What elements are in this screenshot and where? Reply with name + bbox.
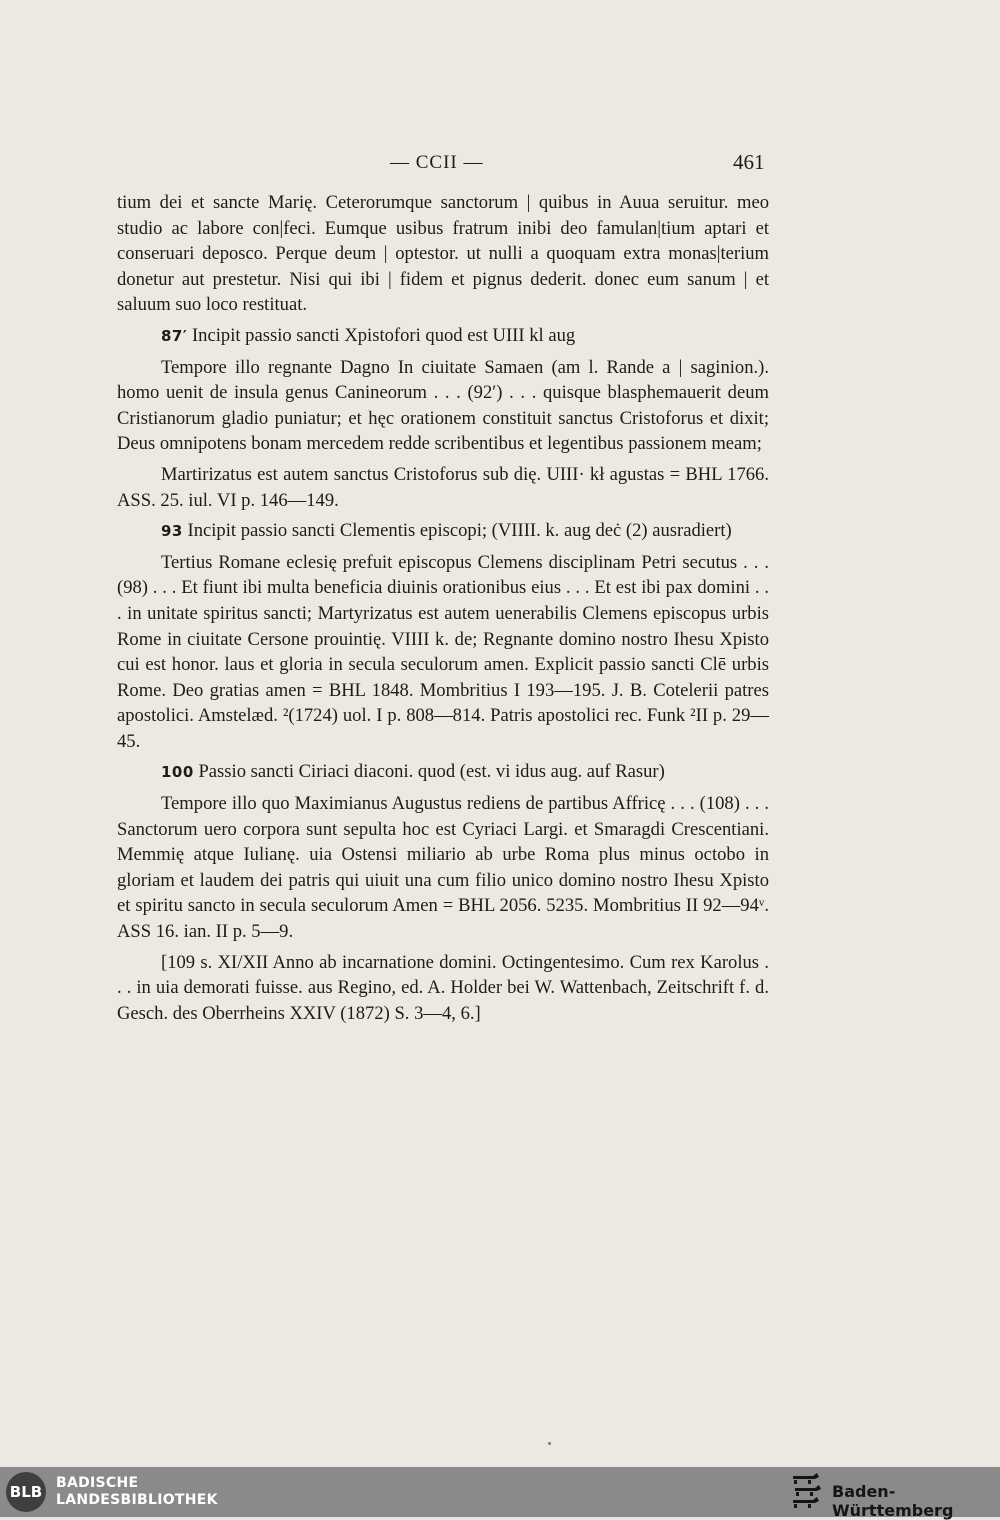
entry-number: 93 (161, 522, 183, 541)
entry-heading-87: 87′ Incipit passio sancti Xpistofori quod est UIII kl aug (161, 324, 576, 346)
library-name-line2: LANDESBIBLIOTHEK (56, 1492, 218, 1508)
paragraph: Tempore illo quo Maximianus Augustus rediens de partibus Affricę . . . (108) . . . Sanctorum uero corpora sunt sepulta hoc est Cyriaci Largi. et Smaragdi Crescentiani. Memmię atque Iulianę. uia Ostensi miliario ab urbe Roma plus minus octobo in gloriam et laudem dei patris qui uiuit una cum filio unico domino nostro Ihesu Xpisto et spiritu sancto in secula seculorum Amen = BHL 2056. 5235. Mombritius II 92—94ᵛ. ASS 16. ian. II p. 5—9. (117, 793, 769, 943)
paragraph: [109 s. XI/XII Anno ab incarnatione domini. Octingentesimo. Cum rex Karolus . . . in uia demorati fuisse. aus Regino, ed. A. Holder bei W. Wattenbach, Zeitschrift f. d. Gesch. des Oberrheins XXIV (1872) S. 3—4, 6.] (117, 951, 769, 1024)
running-head: — CCII — (390, 152, 484, 173)
entry-heading-93: 93 Incipit passio sancti Clementis episcopi; (VIIII. k. aug deċ (2) ausradiert) (161, 520, 732, 542)
library-name[interactable] (56, 1475, 218, 1509)
entry-number: 100 (161, 763, 194, 782)
paragraph: Tertius Romane eclesię prefuit episcopus Clemens disciplinam Petri secutus . . . (98) . . . Et fiunt ibi multa beneficia diuinis orationibus eius . . . Et est ibi pax domini . . . in unitate spiritus sancti; Martyrizatus est autem uenerabilis Clemens episcopus urbis Rome in ciuitate Cersone prouintię. VIIII k. de; Regnante domino nostro Ihesu Xpisto cui est honor. laus et gloria in secula seculorum amen. Explicit passio sancti Clē urbis Rome. Deo gratias amen = BHL 1848. Mombritius I 193—195. J. B. Cotelerii patres apostolici. Amstelæd. ²(1724) uol. I p. 808—814. Patris apostolici rec. Funk ²II p. 29—45. (117, 551, 769, 752)
blb-logo-icon[interactable]: BLB (6, 1472, 46, 1512)
paragraph: Martirizatus est autem sanctus Cristoforus sub dię. UIII· kł agustas = BHL 1766. ASS. 25. iul. VI p. 146—149. (117, 463, 769, 511)
body-text (117, 190, 769, 1031)
state-name[interactable]: Baden-Württemberg (832, 1482, 954, 1520)
three-lions-emblem-icon (790, 1472, 824, 1512)
page-number: 461 (733, 150, 765, 174)
entry-number: 87′ (161, 326, 188, 345)
library-name-line1: BADISCHE (56, 1475, 139, 1491)
entry-heading-100: 100 Passio sancti Ciriaci diaconi. quod (est. vi idus aug. auf Rasur) (161, 761, 665, 783)
paragraph: tium dei et sancte Marię. Ceterorumque sanctorum | quibus in Auua seruitur. meo studio ac labore con|feci. Eumque usibus fratrum inibi deo famulan|tium aptari et conseruari deposco. Perque deum | optestor. ut nulli a quoquam extra monas|terium donetur aut prestetur. Nisi qui ibi | fidem et pignus dederit. donec eum sanum | et saluum suo loco restituat. (117, 192, 769, 316)
page-header (0, 150, 1000, 180)
footer-bar (0, 1467, 1000, 1520)
paper-speck (548, 1442, 551, 1445)
paragraph: Tempore illo regnante Dagno In ciuitate Samaen (am l. Rande a | saginion.). homo uenit de insula genus Canineorum . . . (92′) . . . quisque blasphemauerit deum Cristianorum gladio puniatur; et hęc orationem constituit sanctus Cristoforus et dixit; Deus omnipotens bonam mercedem redde scribentibus et legentibus passionem meam; (117, 356, 769, 455)
